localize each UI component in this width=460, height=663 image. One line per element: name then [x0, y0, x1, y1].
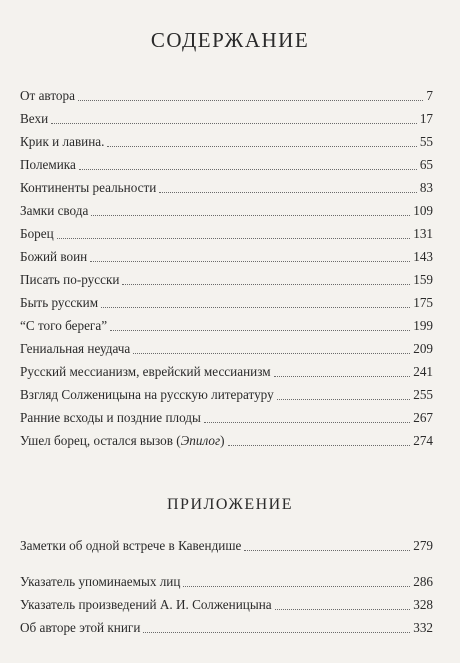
toc-entry — [20, 383, 433, 403]
toc-entry-page: 159 — [413, 272, 433, 287]
toc-entry-page: 7 — [426, 88, 433, 103]
dot-leader — [101, 306, 410, 308]
dot-leader — [122, 283, 410, 285]
toc-entry — [20, 314, 433, 334]
toc-entry-title: Быть русским — [20, 295, 99, 310]
toc-entry-title: Божий воин — [20, 249, 88, 264]
toc-entry-page: 267 — [413, 410, 433, 425]
dot-leader — [274, 375, 411, 377]
dot-leader — [133, 352, 410, 354]
toc-entry-page: 209 — [413, 341, 433, 356]
toc-entry — [20, 429, 433, 449]
appendix-entry-page: 328 — [413, 597, 433, 612]
appendix-entry-page: 286 — [413, 574, 433, 589]
toc-entry-page: 199 — [413, 318, 433, 333]
toc-entry-page: 274 — [413, 433, 433, 448]
toc-entry-page: 109 — [413, 203, 433, 218]
toc-entry-page: 241 — [413, 364, 433, 379]
toc-entry-title — [20, 433, 225, 449]
appendix-entry — [20, 570, 433, 590]
toc-entry-title: Континенты реальности — [20, 180, 157, 195]
toc-heading: СОДЕРЖАНИЕ — [150, 28, 310, 52]
toc-entry-title: Взгляд Солженицына на русскую литературу — [20, 387, 274, 402]
appendix-entry-title: Указатель упоминаемых лиц — [20, 574, 181, 589]
dot-leader — [159, 191, 416, 193]
toc-entry — [20, 360, 433, 380]
appendix-heading: ПРИЛОЖЕНИЕ — [166, 496, 293, 513]
toc-entry — [20, 199, 433, 219]
appendix-entry-page: 279 — [413, 538, 433, 553]
toc-entry-page: 65 — [419, 157, 433, 172]
appendix-entry — [20, 534, 433, 554]
toc-entry-page: 17 — [419, 111, 433, 126]
dot-leader — [78, 99, 423, 101]
toc-entry-page: 143 — [413, 249, 433, 264]
toc-entry — [20, 268, 433, 288]
toc-entry — [20, 176, 433, 196]
toc-entry-title-main: Ушел борец, остался вызов ( — [20, 433, 181, 448]
appendix-entry-page: 332 — [413, 620, 433, 635]
dot-leader — [244, 549, 410, 551]
toc-entry — [20, 245, 433, 265]
dot-leader — [277, 398, 411, 400]
toc-entry — [20, 337, 433, 357]
toc-entry-title-close: ) — [220, 433, 225, 448]
toc-entry — [20, 222, 433, 242]
dot-leader — [91, 214, 410, 216]
toc-entry-page: 175 — [413, 295, 433, 310]
toc-entry-page: 131 — [413, 226, 433, 241]
toc-entry-title: “С того берега” — [20, 318, 108, 333]
appendix-entry-title: Об авторе этой книги — [20, 620, 141, 635]
appendix-entry-title: Указатель произведений А. И. Солженицына — [20, 597, 272, 612]
dot-leader — [204, 421, 410, 423]
appendix-entry — [20, 616, 433, 636]
toc-entry — [20, 130, 433, 150]
dot-leader — [57, 237, 411, 239]
toc-entry-title: От автора — [20, 88, 75, 103]
dot-leader — [183, 585, 410, 587]
toc-entry-title: Писать по-русски — [20, 272, 120, 287]
toc-entry-title: Крик и лавина. — [20, 134, 105, 149]
toc-entry — [20, 153, 433, 173]
toc-entry — [20, 107, 433, 127]
toc-entry — [20, 406, 433, 426]
toc-entry-title: Русский мессианизм, еврейский мессианизм — [20, 364, 271, 379]
dot-leader — [275, 608, 411, 610]
appendix-entry — [20, 593, 433, 613]
dot-leader — [79, 168, 417, 170]
toc-entry-title: Вехи — [20, 111, 49, 126]
toc-entry-title-epilogue: Эпилог — [180, 433, 221, 448]
toc-entry-title: Замки свода — [20, 203, 89, 218]
dot-leader — [107, 145, 416, 147]
toc-entry-title: Полемика — [20, 157, 76, 172]
toc-entry-page: 255 — [413, 387, 433, 402]
dot-leader — [90, 260, 410, 262]
toc-entry-title: Борец — [20, 226, 54, 241]
toc-entry — [20, 84, 433, 104]
toc-entry-title: Ранние всходы и поздние плоды — [20, 410, 201, 425]
toc-entry-page: 55 — [419, 134, 433, 149]
dot-leader — [51, 122, 417, 124]
appendix-entry-title: Заметки об одной встрече в Кавендише — [20, 538, 242, 553]
toc-entry-page: 83 — [419, 180, 433, 195]
dot-leader — [228, 444, 411, 446]
dot-leader — [110, 329, 410, 331]
toc-entry — [20, 291, 433, 311]
dot-leader — [143, 631, 410, 633]
toc-entry-title: Гениальная неудача — [20, 341, 131, 356]
